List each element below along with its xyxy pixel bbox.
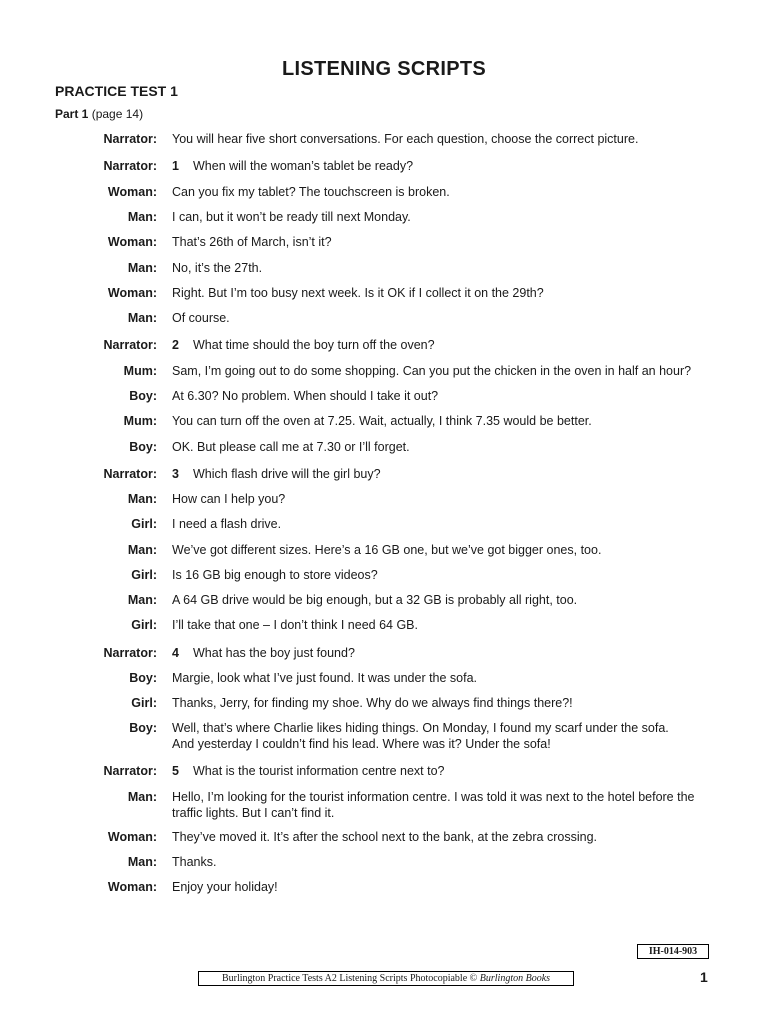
- speaker-label: Girl:: [131, 618, 157, 632]
- speaker-label: Narrator:: [103, 132, 157, 146]
- question-label: What time should the boy turn off the oven?: [193, 338, 435, 352]
- line-text: Thanks, Jerry, for finding my shoe. Why do we always find things there?!: [172, 696, 573, 710]
- question-label: When will the woman’s tablet be ready?: [193, 159, 414, 173]
- speaker-label: Man:: [127, 593, 157, 607]
- speaker-label: Man:: [127, 855, 157, 869]
- speaker-label: Woman:: [107, 830, 157, 844]
- speaker-label: Man:: [127, 210, 157, 224]
- speaker-label: Boy:: [129, 440, 157, 454]
- speaker-label: Man:: [127, 492, 157, 506]
- speaker-label: Narrator:: [103, 159, 157, 173]
- line-text: Of course.: [172, 311, 230, 325]
- line-text: I can, but it won’t be ready till next Monday.: [172, 210, 411, 224]
- speaker-label: Woman:: [107, 286, 157, 300]
- line-text-first: Hello, I’m looking for the tourist information centre. I was told it was next to the hotel before the: [172, 790, 695, 804]
- speaker-label: Man:: [127, 261, 157, 275]
- speaker-label: Mum:: [123, 364, 157, 378]
- line-text: Can you fix my tablet? The touchscreen is broken.: [172, 185, 450, 199]
- line-text-first: Well, that’s where Charlie likes hiding things. On Monday, I found my scarf under the sofa.: [172, 721, 669, 735]
- speaker-label: Boy:: [129, 671, 157, 685]
- question-text: [172, 158, 717, 174]
- line-text-continued: And yesterday I couldn’t find his lead. Where was it? Under the sofa!: [172, 737, 551, 751]
- line-text: At 6.30? No problem. When should I take it out?: [172, 389, 439, 403]
- footer-text: Burlington Practice Tests A2 Listening Scripts Photocopiable ©: [221, 973, 478, 984]
- part-heading: [55, 107, 143, 121]
- question-label: Which flash drive will the girl buy?: [193, 467, 381, 481]
- speaker-label: Man:: [127, 790, 157, 804]
- part-label: Part 1: [55, 107, 89, 121]
- question-number: 1: [172, 159, 179, 173]
- speaker-label: Girl:: [131, 696, 157, 710]
- speaker-label: Man:: [127, 311, 157, 325]
- question-number: 4: [172, 646, 179, 660]
- speaker-label: Narrator:: [103, 764, 157, 778]
- line-text: OK. But please call me at 7.30 or I’ll forget.: [172, 440, 410, 454]
- part-pages: (page 14): [91, 107, 144, 121]
- speaker-label: Narrator:: [103, 338, 157, 352]
- speaker-label: Woman:: [107, 880, 157, 894]
- line-text: A 64 GB drive would be big enough, but a 32 GB is probably all right, too.: [172, 593, 578, 607]
- line-text: Right. But I’m too busy next week. Is it OK if I collect it on the 29th?: [172, 286, 544, 300]
- line-text: They’ve moved it. It’s after the school next to the bank, at the zebra crossing.: [172, 830, 597, 844]
- footer-brand: Burlington Books: [479, 973, 551, 984]
- question-text: [172, 466, 717, 482]
- line-text: Is 16 GB big enough to store videos?: [172, 568, 378, 582]
- page-title: LISTENING SCRIPTS: [281, 58, 486, 80]
- line-text: [172, 720, 717, 752]
- question-text: [172, 337, 717, 353]
- line-text: That’s 26th of March, isn’t it?: [172, 235, 332, 249]
- speaker-label: Boy:: [129, 389, 157, 403]
- line-text-continued: traffic lights. But I can’t find it.: [172, 806, 335, 820]
- line-text: Margie, look what I’ve just found. It was under the sofa.: [172, 671, 478, 685]
- line-text: Thanks.: [172, 855, 217, 869]
- page-number: 1: [700, 969, 708, 985]
- question-text: [172, 645, 717, 661]
- speaker-label: Boy:: [129, 721, 157, 735]
- question-label: What is the tourist information centre next to?: [193, 764, 445, 778]
- question-label: What has the boy just found?: [193, 646, 355, 660]
- question-number: 5: [172, 764, 179, 778]
- speaker-label: Girl:: [131, 517, 157, 531]
- line-text: You can turn off the oven at 7.25. Wait, actually, I think 7.35 would be better.: [172, 414, 592, 428]
- footer-copyright: [198, 971, 574, 986]
- speaker-label: Narrator:: [103, 646, 157, 660]
- question-number: 2: [172, 338, 179, 352]
- line-text: I need a flash drive.: [172, 517, 282, 531]
- speaker-label: Mum:: [123, 414, 157, 428]
- document-code: IH-014-903: [637, 944, 709, 959]
- line-text: I’ll take that one – I don’t think I need 64 GB.: [172, 618, 418, 632]
- line-text: Sam, I’m going out to do some shopping. Can you put the chicken in the oven in half an hour?: [172, 364, 692, 378]
- line-text: [172, 789, 717, 821]
- line-text: Enjoy your holiday!: [172, 880, 278, 894]
- speaker-label: Woman:: [107, 185, 157, 199]
- speaker-label: Girl:: [131, 568, 157, 582]
- speaker-label: Woman:: [107, 235, 157, 249]
- practice-test-heading: PRACTICE TEST 1: [55, 83, 178, 99]
- speaker-label: Narrator:: [103, 467, 157, 481]
- line-text: No, it’s the 27th.: [172, 261, 263, 275]
- line-text: We’ve got different sizes. Here’s a 16 GB one, but we’ve got bigger ones, too.: [172, 543, 602, 557]
- line-text: You will hear five short conversations. For each question, choose the correct picture.: [172, 132, 639, 146]
- speaker-label: Man:: [127, 543, 157, 557]
- question-number: 3: [172, 467, 179, 481]
- question-text: [172, 763, 717, 779]
- line-text: How can I help you?: [172, 492, 286, 506]
